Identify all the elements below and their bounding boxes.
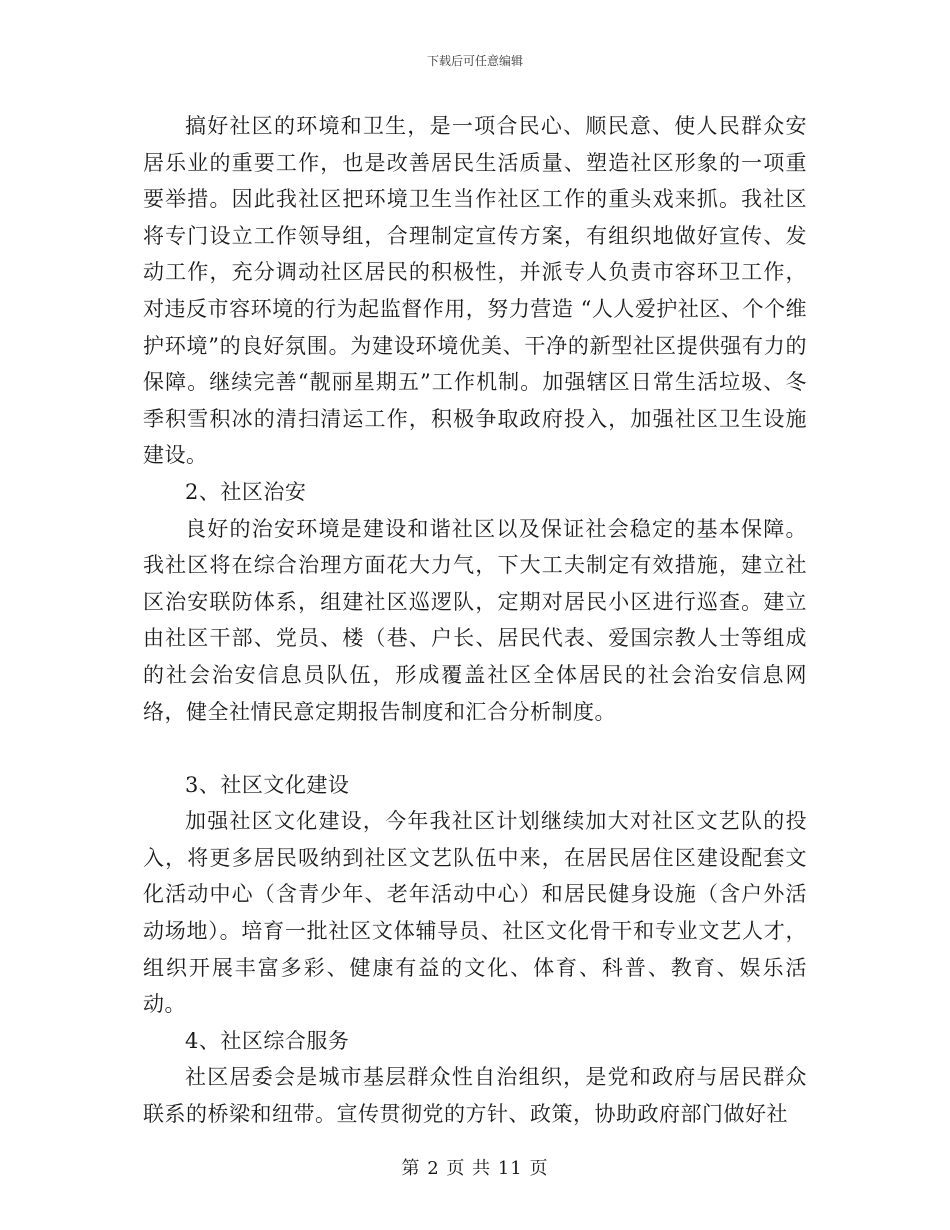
page-header: 下载后可任意编辑: [426, 54, 523, 68]
document-body: [143, 108, 807, 1133]
heading-public-security: 2、社区治安: [185, 479, 307, 504]
heading-culture: 3、社区文化建设: [185, 772, 350, 797]
heading-services: 4、社区综合服务: [185, 1028, 350, 1053]
page-number: 第 2 页 共 11 页: [401, 1158, 549, 1179]
paragraph-public-security: 良好的治安环境是建设和谐社区以及保证社会稳定的基本保障。我社区将在综合治理方面花大力气，下大工夫制定有效措施，建立社区治安联防体系，组建社区巡逻队，定期对居民小区进行巡查。建立由社区干部、党员、楼（巷、户长、居民代表、爱国宗教人士等组成的社会治安信息员队伍，形成覆盖社区全体居民的社会治安信息网络，健全社情民意定期报告制度和汇合分析制度。: [143, 516, 807, 724]
paragraph-environment: 搞好社区的环境和卫生，是一项合民心、顺民意、使人民群众安居乐业的重要工作，也是改善居民生活质量、塑造社区形象的一项重要举措。因此我社区把环境卫生当作社区工作的重头戏来抓。我社区将专门设立工作领导组，合理制定宣传方案，有组织地做好宣传、发动工作，充分调动社区居民的积极性，并派专人负责市容环卫工作，对违反市容环境的行为起监督作用，努力营造 “人人爱护社区、个个维护环境”的良好氛围。为建设环境优美、干净的新型社区提供强有力的保障。继续完善“靓丽星期五”工作机制。加强辖区日常生活垃圾、冬季积雪积冰的清扫清运工作，积极争取政府投入，加强社区卫生设施建设。: [143, 114, 807, 468]
paragraph-services: 社区居委会是城市基层群众性自治组织，是党和政府与居民群众联系的桥梁和纽带。宣传贯彻党的方针、政策，协助政府部门做好社: [143, 1065, 807, 1127]
paragraph-culture: 加强社区文化建设，今年我社区计划继续加大对社区文艺队的投入，将更多居民吸纳到社区文艺队伍中来，在居民居住区建设配套文化活动中心（含青少年、老年活动中心）和居民健身设施（含户外活动场地）。培育一批社区文体辅导员、社区文化骨干和专业文艺人才，组织开展丰富多彩、健康有益的文化、体育、科普、教育、娱乐活动。: [143, 809, 807, 1017]
blank-line: [143, 730, 807, 767]
